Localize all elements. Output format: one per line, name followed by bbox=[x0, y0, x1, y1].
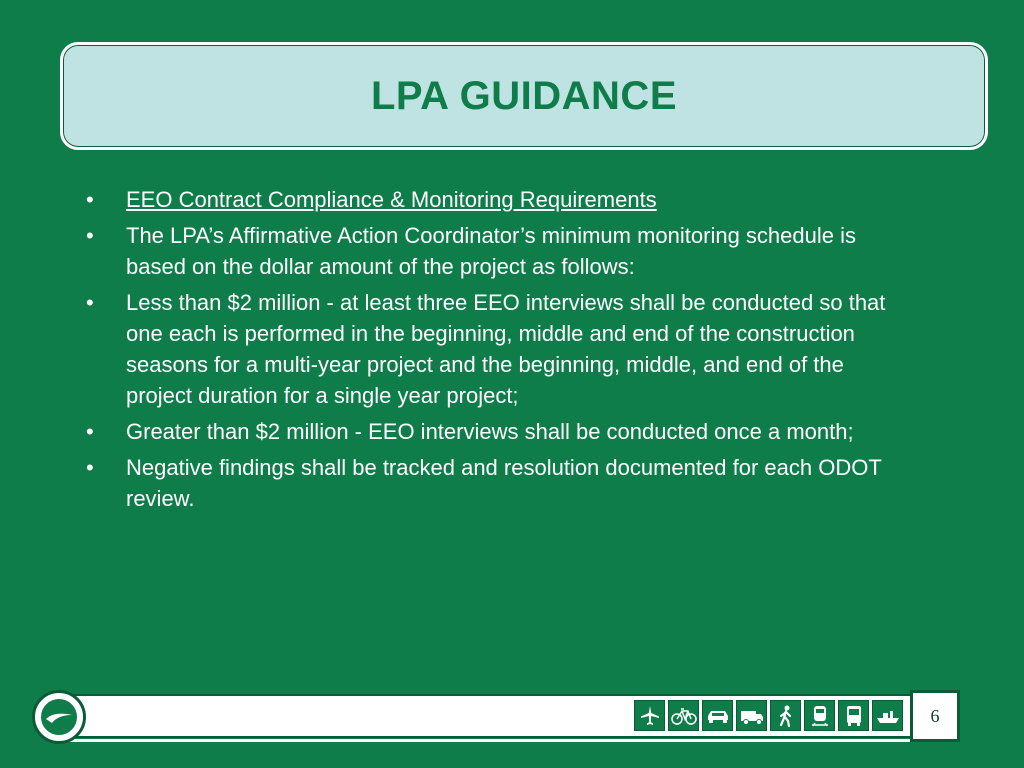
pedestrian-icon bbox=[770, 700, 801, 731]
bullet-item bbox=[84, 184, 904, 215]
bullet-symbol: • bbox=[86, 419, 94, 444]
bullet-item bbox=[84, 287, 904, 411]
bullet-symbol: • bbox=[86, 455, 94, 480]
transport-mode-icons bbox=[634, 700, 903, 731]
bus-icon bbox=[838, 700, 869, 731]
bullet-text: Less than $2 million - at least three EEO interviews shall be conducted so that one each is performed in the beginning, middle and end of the construction seasons for a multi-year project and the beginning, middle, and end of the project duration for a single year project; bbox=[126, 290, 886, 408]
bullet-text: Greater than $2 million - EEO interviews shall be conducted once a month; bbox=[126, 419, 854, 444]
slide-title: LPA GUIDANCE bbox=[371, 73, 677, 118]
bullet-item bbox=[84, 220, 904, 282]
airplane-icon bbox=[634, 700, 665, 731]
bullet-list bbox=[84, 184, 904, 514]
bullet-symbol: • bbox=[86, 223, 94, 248]
truck-icon bbox=[736, 700, 767, 731]
slide-content bbox=[84, 184, 904, 519]
ship-icon bbox=[872, 700, 903, 731]
bullet-item bbox=[84, 416, 904, 447]
page-number: 6 bbox=[910, 690, 960, 742]
bullet-text: The LPA’s Affirmative Action Coordinator’s minimum monitoring schedule is based on the dollar amount of the project as follows: bbox=[126, 223, 856, 279]
train-icon bbox=[804, 700, 835, 731]
bullet-symbol: • bbox=[86, 187, 94, 212]
bullet-text: Negative findings shall be tracked and resolution documented for each ODOT review. bbox=[126, 455, 882, 511]
bullet-heading-link[interactable]: EEO Contract Compliance & Monitoring Requirements bbox=[126, 187, 657, 212]
bullet-symbol: • bbox=[86, 290, 94, 315]
car-icon bbox=[702, 700, 733, 731]
title-box bbox=[60, 42, 988, 150]
footer-bar bbox=[32, 690, 962, 744]
bicycle-icon bbox=[668, 700, 699, 731]
bullet-item bbox=[84, 452, 904, 514]
odot-logo-icon bbox=[32, 690, 86, 744]
